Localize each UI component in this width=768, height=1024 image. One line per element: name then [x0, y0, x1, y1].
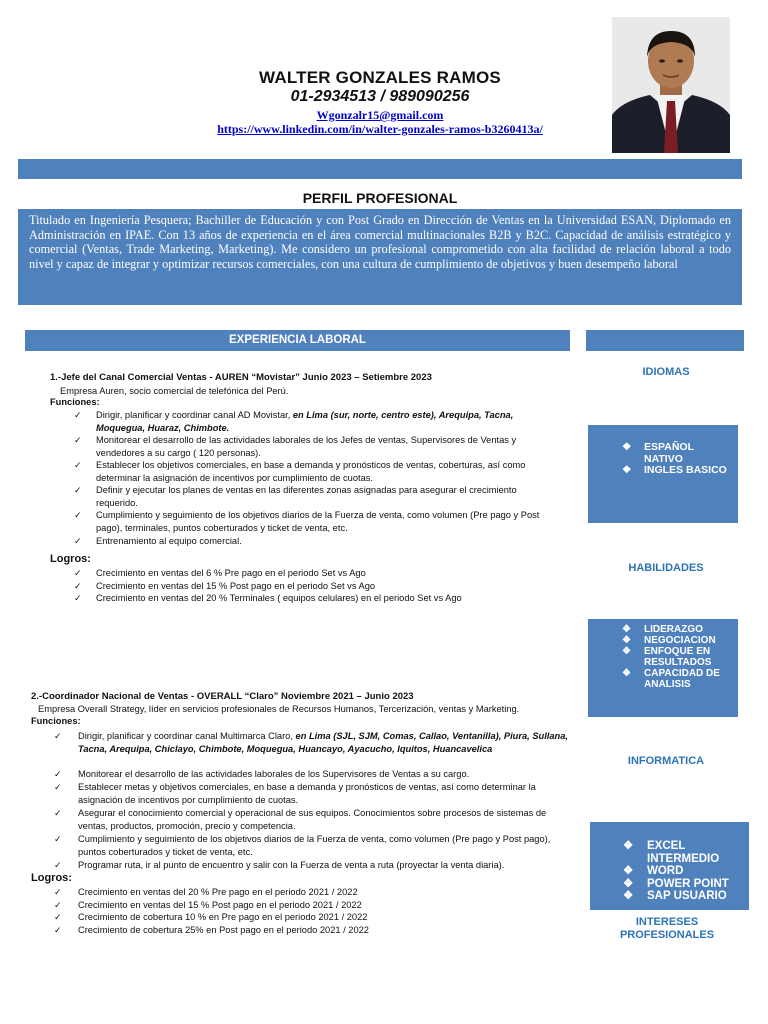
- check-icon: ✓: [54, 887, 62, 897]
- list-item: ✓ Crecimiento en ventas del 20 % Pre pago en el periodo 2021 / 2022: [54, 887, 358, 897]
- diamond-bullet-icon: ❖: [623, 865, 634, 877]
- diamond-bullet-icon: ❖: [622, 635, 631, 646]
- check-icon: ✓: [54, 860, 62, 870]
- job-2-funciones-label: Funciones:: [31, 716, 81, 726]
- diamond-bullet-icon: ❖: [623, 840, 634, 852]
- list-item: ❖ INGLES BASICO: [622, 464, 727, 476]
- check-icon: ✓: [74, 536, 82, 546]
- informatica-title: INFORMATICA: [627, 755, 705, 767]
- job-1-logros-list: [74, 567, 559, 605]
- list-item: ❖ POWER POINT: [623, 877, 729, 890]
- check-icon: ✓: [54, 808, 62, 818]
- check-icon: ✓: [54, 731, 62, 741]
- phone-numbers: 01-2934513 / 989090256: [290, 88, 470, 105]
- list-item: ✓ Cumplimiento y seguimiento de los objetivos diarios de la Fuerza de venta, como volumen (Pre pago y Post pago), terminales, puntos coberturados y ticket de venta, etc.: [74, 510, 540, 533]
- list-item: ✓ Programar ruta, ir al punto de encuentro y salir con la Fuerza de venta a ruta (proyectar la venta diaria).: [54, 860, 505, 870]
- job-2-title: 2.-Coordinador Nacional de Ventas - OVERALL “Claro” Noviembre 2021 – Junio 2023: [31, 691, 414, 702]
- job-1-company: Empresa Auren, socio comercial de telefónica del Perú.: [60, 386, 289, 396]
- list-item: ✓ Crecimiento de cobertura 25% en Post pago en el periodo 2021 / 2022: [54, 924, 369, 935]
- check-icon: ✓: [74, 485, 82, 495]
- job-2-logros-label: Logros:: [31, 872, 72, 884]
- job-2-funciones-list: [54, 730, 568, 872]
- job-2-logros-list: [54, 886, 568, 936]
- list-item: ✓ Entrenamiento al equipo comercial.: [74, 536, 242, 546]
- list-item: ✓ Establecer los objetivos comerciales, en base a demanda y pronósticos de ventas, coberturas, así como determinar la asignación de incentivos por cumplimiento de cuotas.: [74, 460, 526, 483]
- intereses-title: INTERESES PROFESIONALES: [619, 916, 715, 941]
- perfil-text: Titulado en Ingeniería Pesquera; Bachiller de Educación y con Post Grado en Dirección de Ventas en la Universidad ESAN, Diplomado en Administración en IPAE. Con 13 años de experiencia en el área comercial multinacionales B2B y B2C. Capacidad de análisis estratégico y comercial (Ventas, Trade Marketing, Marketing). Me considero un profesional comprometido con alta facilidad de relación laboral a todo nivel y capaz de integrar y optimizar recursos comerciales, con una cultura de cumplimiento de objetivos y buen desempeño laboral: [18, 209, 742, 305]
- check-icon: ✓: [74, 568, 82, 578]
- profile-photo: [612, 17, 730, 153]
- job-1-title: 1.-Jefe del Canal Comercial Ventas - AUREN “Movistar” Junio 2023 – Setiembre 2023: [50, 372, 432, 383]
- check-icon: ✓: [54, 782, 62, 792]
- list-item: ✓ Dirigir, planificar y coordinar canal AD Movistar, en Lima (sur, norte, centro este), Arequipa, Tacna, Moquegua, Huaraz, Chimbote.: [74, 410, 514, 433]
- check-icon: ✓: [54, 924, 62, 935]
- job-2-company: Empresa Overall Strategy, líder en servicios profesionales de Recursos Humanos, Tercerización, ventas y Marketing.: [38, 704, 520, 714]
- diamond-bullet-icon: ❖: [623, 890, 634, 902]
- job-1-funciones-label: Funciones:: [50, 397, 100, 407]
- check-icon: ✓: [74, 435, 82, 445]
- diamond-bullet-icon: ❖: [622, 668, 631, 679]
- list-item: ✓ Crecimiento de cobertura 10 % en Pre pago en el periodo 2021 / 2022: [54, 912, 368, 923]
- linkedin-link[interactable]: https://www.linkedin.com/in/walter-gonzales-ramos-b3260413a/: [217, 122, 543, 136]
- list-item: ✓ Crecimiento en ventas del 20 % Terminales ( equipos celulares) en el periodo Set vs Ago: [74, 593, 462, 604]
- list-item: ❖ WORD: [623, 865, 684, 877]
- check-icon: ✓: [74, 593, 82, 604]
- sidebar-top-band: [586, 330, 744, 351]
- list-item: ❖ SAP USUARIO: [623, 890, 727, 902]
- diamond-bullet-icon: ❖: [622, 624, 631, 635]
- list-item: ✓ Dirigir, planificar y coordinar canal Multimarca Claro, en Lima (SJL, SJM, Comas, Callao, Ventanilla), Piura, Sullana, Tacna, Arequipa, Chiclayo, Chimbote, Moquegua, Huancayo, Ayacucho, Iquitos, Huancavelica: [54, 731, 568, 754]
- list-item: ✓ Monitorear el desarrollo de las actividades laborales de los Jefes de ventas, Supervisores de Ventas y vendedores a su cargo ( 120 personas).: [74, 435, 517, 458]
- diamond-bullet-icon: ❖: [623, 877, 634, 890]
- idiomas-box: [588, 425, 738, 523]
- diamond-bullet-icon: ❖: [622, 646, 631, 657]
- diamond-bullet-icon: ❖: [622, 464, 632, 476]
- job-1-funciones-list: [74, 409, 559, 548]
- check-icon: ✓: [54, 769, 62, 779]
- list-item: ❖ LIDERAZGO: [622, 624, 703, 635]
- list-item: ❖ ESPAÑOL NATIVO: [622, 441, 694, 465]
- list-item: ✓ Crecimiento en ventas del 6 % Pre pago en el periodo Set vs Ago: [74, 568, 366, 578]
- idiomas-title: IDIOMAS: [642, 366, 690, 378]
- experiencia-title: EXPERIENCIA LABORAL: [25, 330, 570, 351]
- job-1-logros-label: Logros:: [50, 553, 91, 565]
- list-item: ❖ ENFOQUE EN RESULTADOS: [622, 646, 712, 668]
- check-icon: ✓: [74, 510, 82, 520]
- list-item: ❖ CAPACIDAD DE ANALISIS: [622, 668, 720, 690]
- list-item: ✓ Definir y ejecutar los planes de ventas en las diferentes zonas asignadas para asegurar el crecimiento requerido.: [74, 485, 517, 508]
- perfil-title: PERFIL PROFESIONAL: [302, 190, 458, 206]
- list-item: ✓ Cumplimiento y seguimiento de los objetivos diarios de la Fuerza de venta, como volumen (Pre pago y Post pago), puntos coberturados y ticket de venta, etc.: [54, 834, 551, 857]
- check-icon: ✓: [54, 834, 62, 844]
- list-item: ✓ Asegurar el conocimiento comercial y operacional de sus equipos. Conocimientos sobre procesos de sistemas de ventas, productos, promoción, precio y competencia.: [54, 808, 547, 831]
- check-icon: ✓: [74, 580, 82, 591]
- check-icon: ✓: [74, 410, 82, 420]
- check-icon: ✓: [54, 912, 62, 923]
- check-icon: ✓: [74, 460, 82, 470]
- informatica-box: [590, 822, 749, 910]
- habilidades-title: HABILIDADES: [628, 562, 704, 574]
- diamond-bullet-icon: ❖: [622, 441, 632, 453]
- list-item: ✓ Monitorear el desarrollo de las actividades laborales de los Supervisores de Ventas a su cargo.: [54, 769, 470, 779]
- list-item: ✓ Establecer metas y objetivos comerciales, en base a demanda y pronósticos de ventas, así como determinar la asignación de incentivos por cumplimiento de cuotas.: [54, 782, 536, 805]
- list-item: ❖ NEGOCIACION: [622, 635, 716, 646]
- list-item: ✓ Crecimiento en ventas del 15 % Post pago en el periodo Set vs Ago: [74, 580, 376, 591]
- email-link[interactable]: Wgonzalr15@gmail.com: [316, 108, 444, 122]
- check-icon: ✓: [54, 899, 62, 910]
- list-item: ❖ EXCEL INTERMEDIO: [623, 840, 720, 865]
- habilidades-box: [588, 619, 738, 717]
- list-item: ✓ Crecimiento en ventas del 15 % Post pago en el periodo 2021 / 2022: [54, 899, 362, 910]
- candidate-name: WALTER GONZALES RAMOS: [259, 68, 501, 87]
- header-divider-band: [18, 159, 742, 179]
- person-portrait-icon: [612, 17, 730, 153]
